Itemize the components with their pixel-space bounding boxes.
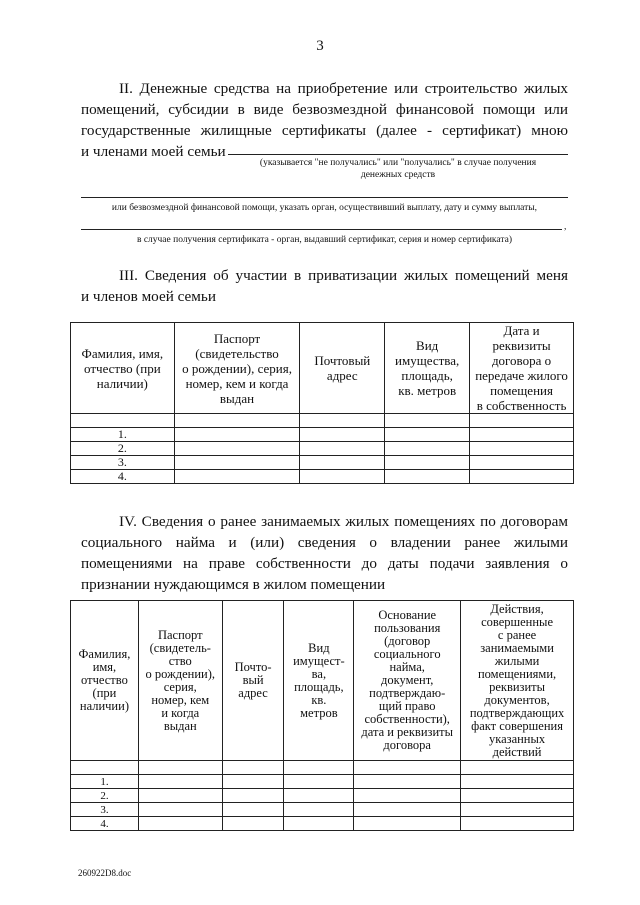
hint-line: денежных средств [360, 170, 436, 180]
section2-line: государственные жилищные сертификаты (далее - сертификат) мною [81, 122, 568, 139]
row-number: 1. [71, 775, 139, 789]
table-spacer-row [71, 761, 574, 775]
table-row [71, 803, 574, 817]
hint-comma: , [564, 222, 567, 232]
row-number: 4. [71, 470, 175, 484]
header-cell: Фамилия, имя, отчество (при наличии) [71, 601, 139, 761]
row-number: 3. [71, 803, 139, 817]
section4-line: социального найма и (или) сведения о владении ранее жилыми [81, 534, 568, 551]
table-row [71, 428, 574, 442]
section3-text [81, 265, 568, 307]
header-cell: Почто- вый адрес [222, 601, 284, 761]
header-cell: Паспорт (свидетель- ство о рождении), серия, номер, кем и когда выдан [138, 601, 222, 761]
page-number: 3 [316, 38, 324, 54]
table-row [71, 456, 574, 470]
table-row [71, 442, 574, 456]
row-number: 3. [71, 456, 175, 470]
hint-line: в случае получения сертификата - орган, выдавший сертификат, серия и номер сертификата) [136, 235, 513, 245]
header-cell: Дата и реквизиты договора о передаче жилого помещения в собственность [470, 323, 574, 414]
table-header-row [71, 601, 574, 761]
section4-text [81, 511, 568, 595]
section2-line: помещений, субсидии в виде безвозмездной финансовой помощи или [81, 101, 568, 118]
previous-housing-table [70, 600, 574, 831]
table-row [71, 789, 574, 803]
header-cell: Вид имущества, площадь, кв. метров [385, 323, 470, 414]
file-name-footer: 260922D8.doc [78, 868, 132, 878]
header-cell: Паспорт (свидетельство о рождении), серия, номер, кем и когда выдан [174, 323, 300, 414]
answer-line[interactable] [228, 154, 568, 155]
privatization-table [70, 322, 574, 484]
header-cell: Вид имущест- ва, площадь, кв. метров [284, 601, 354, 761]
section2-line: и членами моей семьи [81, 143, 226, 160]
hint-line: или безвозмездной финансовой помощи, указать орган, осуществивший выплату, дату и сумму выплаты, [111, 203, 538, 213]
header-cell: Действия, совершенные с ранее занимаемыми жилыми помещениями, реквизиты документов, подтверждающих факт совершения указанных действий [461, 601, 574, 761]
header-cell: Основание пользования (договор социального найма, документ, подтверждаю- щий право собственности), дата и реквизиты договора [354, 601, 461, 761]
section4-line: IV. Сведения о ранее занимаемых жилых помещениях по договорам [119, 513, 568, 530]
hint-line: (указывается "не получались" или "получались" в случае получения [259, 158, 537, 168]
row-number: 4. [71, 817, 139, 831]
table-row [71, 470, 574, 484]
table-row [71, 775, 574, 789]
section3-line: III. Сведения об участии в приватизации жилых помещений меня [119, 267, 568, 284]
section4-line: помещениями на праве собственности до даты подачи заявления о [81, 555, 568, 572]
section4-line: признании нуждающимся в жилом помещении [81, 576, 386, 593]
answer-line[interactable] [81, 229, 562, 230]
section2-line: II. Денежные средства на приобретение или строительство жилых [119, 80, 568, 97]
row-number: 1. [71, 428, 175, 442]
row-number: 2. [71, 442, 175, 456]
header-cell: Почтовый адрес [300, 323, 385, 414]
table-spacer-row [71, 414, 574, 428]
table-row [71, 817, 574, 831]
section2-text [81, 78, 568, 162]
header-cell: Фамилия, имя, отчество (при наличии) [71, 323, 175, 414]
row-number: 2. [71, 789, 139, 803]
section3-line: и членов моей семьи [81, 288, 216, 305]
answer-line[interactable] [81, 197, 568, 198]
table-header-row [71, 323, 574, 414]
